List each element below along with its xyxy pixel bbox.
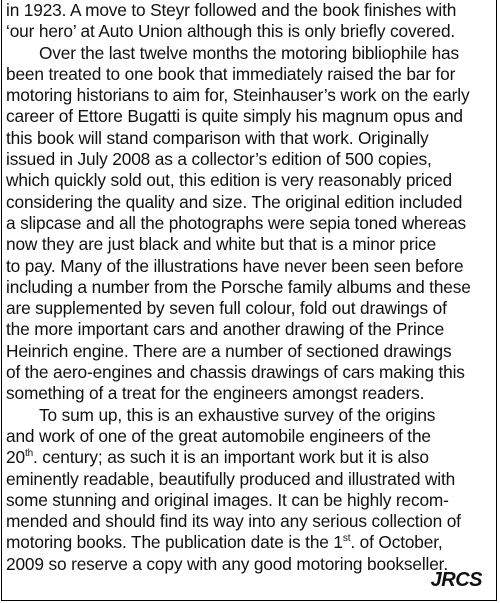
text-segment: motoring books. The publication date is the 1: [6, 532, 343, 553]
ordinal-suffix: st: [342, 533, 351, 545]
ordinal-suffix: th: [24, 448, 33, 460]
text-line: [6, 106, 498, 127]
text-segment: a slipcase and all the photographs were sepia toned whereas: [6, 212, 466, 233]
text-line: [6, 234, 498, 255]
article-body: [6, 0, 498, 575]
text-segment: the more important cars and another drawing of the Prince: [6, 319, 445, 340]
text-line: [6, 426, 498, 447]
text-line: [6, 277, 498, 298]
text-segment: this book will stand comparison with that work. Originally: [6, 127, 429, 148]
text-line: [6, 170, 498, 191]
text-segment: some stunning and original images. It can be highly recom-: [6, 489, 449, 510]
text-segment: career of Ettore Bugatti is quite simply his magnum opus and: [6, 106, 463, 127]
text-segment: which quickly sold out, this edition is very reasonably priced: [6, 170, 452, 191]
text-segment: eminently readable, beautifully produced and illustrated with: [6, 468, 456, 489]
text-segment: . of October,: [350, 532, 443, 553]
text-segment: something of a treat for the engineers amongst readers.: [6, 383, 425, 404]
text-line: [6, 490, 498, 511]
text-segment: mended and should find its way into any serious collection of: [6, 511, 461, 532]
text-line: [6, 383, 498, 404]
text-segment: Over the last twelve months the motoring bibliophile has: [39, 42, 460, 63]
text-line: [6, 319, 498, 340]
author-signature: JRCS: [430, 569, 482, 591]
text-segment: 20: [6, 447, 25, 468]
text-segment: To sum up, this is an exhaustive survey of the origins: [39, 404, 436, 425]
text-line: [6, 213, 498, 234]
text-segment: 2009 so reserve a copy with any good motoring bookseller.: [6, 553, 448, 574]
text-line: [6, 256, 498, 277]
text-segment: Heinrich engine. There are a number of sectioned drawings: [6, 340, 452, 361]
text-segment: to pay. Many of the illustrations have never been seen before: [6, 255, 464, 276]
text-line: [6, 298, 498, 319]
text-line: [6, 85, 498, 106]
text-line: [6, 362, 498, 383]
text-line: [6, 554, 498, 575]
text-segment: . century; as such it is an important work but it is also: [32, 447, 429, 468]
text-line: [6, 43, 498, 64]
text-segment: of the aero-engines and chassis drawings of cars making this: [6, 362, 465, 383]
page-frame: [1, 0, 497, 601]
text-line: [6, 0, 498, 21]
text-segment: motoring historians to aim for, Steinhauser’s work on the early: [6, 85, 470, 106]
text-line: [6, 511, 498, 532]
text-line: [6, 532, 498, 553]
text-line: [6, 64, 498, 85]
text-segment: considering the quality and size. The original edition included: [6, 191, 463, 212]
text-line: [6, 192, 498, 213]
text-segment: in 1923. A move to Steyr followed and the book finishes with: [6, 0, 457, 20]
text-line: [6, 21, 498, 42]
text-segment: are supplemented by seven full colour, fold out drawings of: [6, 298, 447, 319]
text-line: [6, 341, 498, 362]
text-line: [6, 447, 498, 468]
text-segment: been treated to one book that immediately raised the bar for: [6, 63, 456, 84]
text-line: [6, 405, 498, 426]
text-segment: and work of one of the great automobile engineers of the: [6, 425, 431, 446]
text-segment: issued in July 2008 as a collector’s edition of 500 copies,: [6, 149, 432, 170]
text-segment: ‘our hero’ at Auto Union although this is only briefly covered.: [6, 21, 456, 42]
text-segment: including a number from the Porsche family albums and these: [6, 276, 471, 297]
text-line: [6, 149, 498, 170]
text-line: [6, 469, 498, 490]
text-line: [6, 128, 498, 149]
text-segment: now they are just black and white but that is a minor price: [6, 234, 437, 255]
